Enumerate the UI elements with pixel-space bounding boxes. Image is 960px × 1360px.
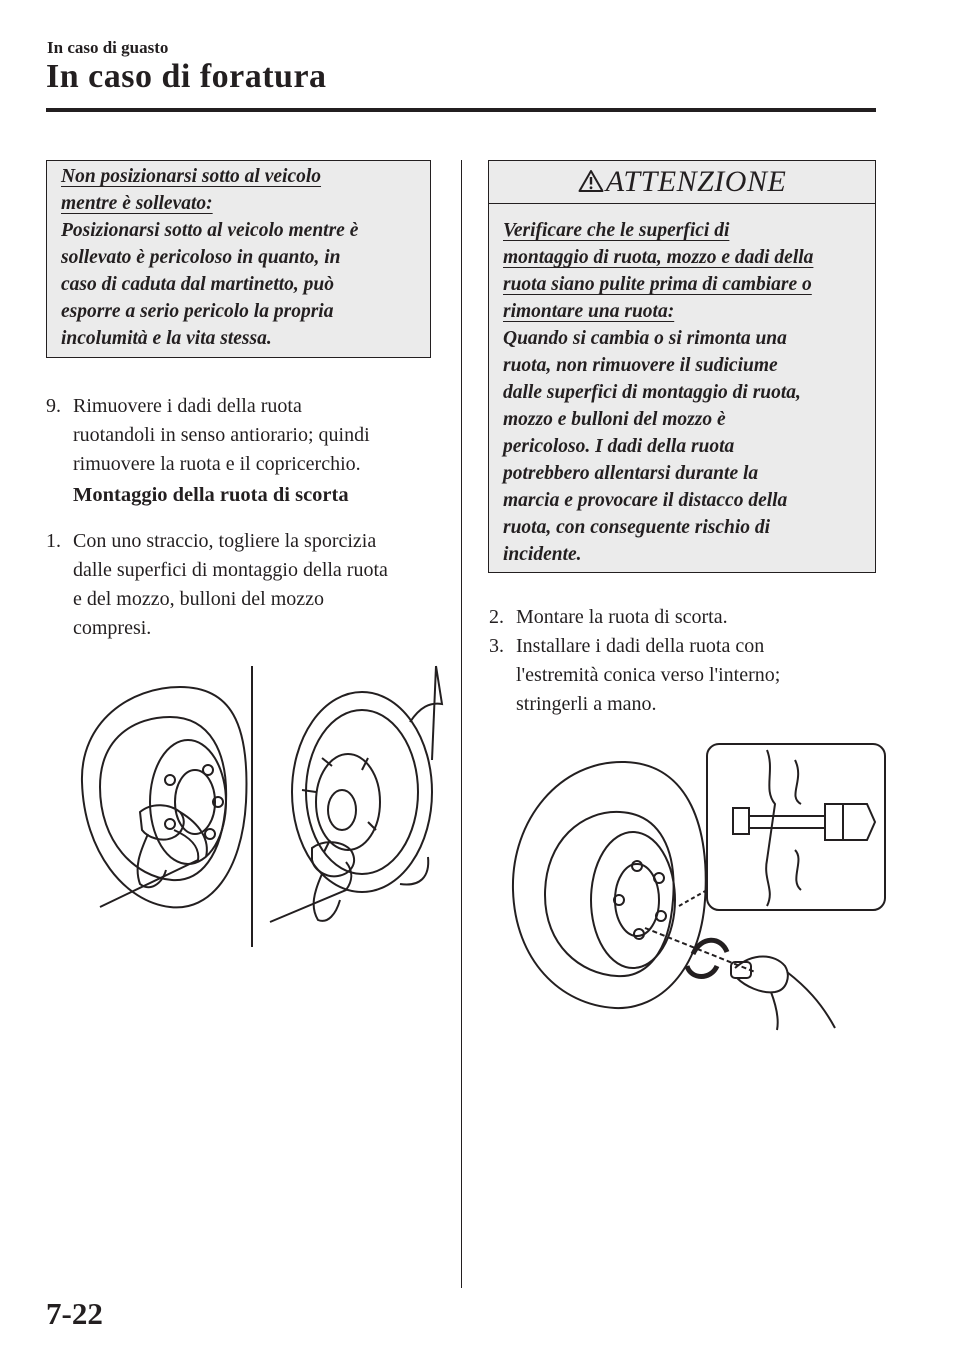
caution-heading-line: ruota siano pulite prima di cambiare o bbox=[503, 274, 812, 295]
caution-body-line: potrebbero allentarsi durante la bbox=[503, 463, 759, 484]
step-line: Installare i dadi della ruota con bbox=[516, 635, 765, 657]
step-line: Montare la ruota di scorta. bbox=[516, 606, 728, 628]
step-line: e del mozzo, bulloni del mozzo bbox=[73, 588, 325, 610]
step-line: ruotandoli in senso antiorario; quindi bbox=[73, 424, 370, 446]
step-line: dalle superfici di montaggio della ruota bbox=[73, 559, 388, 581]
step-line: rimuovere la ruota e il copricerchio. bbox=[73, 453, 361, 475]
step-number: 9. bbox=[46, 395, 61, 417]
caution-heading-line: rimontare una ruota: bbox=[503, 301, 675, 322]
warning-body-line: sollevato è pericoloso in quanto, in bbox=[61, 247, 341, 268]
warning-box bbox=[46, 160, 431, 358]
caution-body-line: mozzo e bulloni del mozzo è bbox=[503, 409, 726, 430]
step-line: Con uno straccio, togliere la sporcizia bbox=[73, 530, 377, 552]
warning-body-line: incolumità e la vita stessa. bbox=[61, 328, 272, 349]
wheel-nut-illustration bbox=[505, 740, 890, 1030]
cleaning-illustration bbox=[70, 662, 450, 952]
caution-heading-line: Verificare che le superfici di bbox=[503, 220, 730, 241]
caution-body-line: Quando si cambia o si rimonta una bbox=[503, 328, 787, 349]
step-line: l'estremità conica verso l'interno; bbox=[516, 664, 781, 686]
caution-body-line: pericoloso. I dadi della ruota bbox=[503, 436, 735, 457]
caution-body bbox=[489, 204, 875, 568]
title-rule bbox=[46, 108, 876, 112]
caution-body-line: ruota, con conseguente rischio di bbox=[503, 517, 771, 538]
step-line: compresi. bbox=[73, 617, 152, 639]
page-number: 7-22 bbox=[46, 1296, 103, 1331]
caution-header bbox=[489, 161, 875, 204]
caution-body-line: ruota, non rimuovere il sudiciume bbox=[503, 355, 778, 376]
caution-body-line: dalle superfici di montaggio di ruota, bbox=[503, 382, 801, 403]
page-title: In caso di foratura bbox=[46, 58, 327, 95]
warning-triangle-icon bbox=[578, 169, 604, 198]
column-divider bbox=[461, 160, 462, 1288]
caution-body-line: incidente. bbox=[503, 544, 582, 565]
warning-body-line: Posizionarsi sotto al veicolo mentre è bbox=[61, 220, 359, 241]
caution-body-line: marcia e provocare il distacco della bbox=[503, 490, 788, 511]
warning-body-line: esporre a serio pericolo la propria bbox=[61, 301, 334, 322]
subsection-title: Montaggio della ruota di scorta bbox=[73, 484, 349, 506]
step-number: 3. bbox=[489, 635, 504, 657]
caution-title: ATTENZIONE bbox=[605, 165, 787, 198]
warning-heading-line: mentre è sollevato: bbox=[61, 193, 213, 214]
section-label: In caso di guasto bbox=[47, 38, 169, 57]
step-line: Rimuovere i dadi della ruota bbox=[73, 395, 302, 417]
step-number: 1. bbox=[46, 530, 61, 552]
step-line: stringerli a mano. bbox=[516, 693, 657, 715]
warning-heading-line: Non posizionarsi sotto al veicolo bbox=[61, 166, 322, 187]
warning-body-line: caso di caduta dal martinetto, può bbox=[61, 274, 335, 295]
step-number: 2. bbox=[489, 606, 504, 628]
caution-heading-line: montaggio di ruota, mozzo e dadi della bbox=[503, 247, 814, 268]
caution-box bbox=[488, 160, 876, 573]
